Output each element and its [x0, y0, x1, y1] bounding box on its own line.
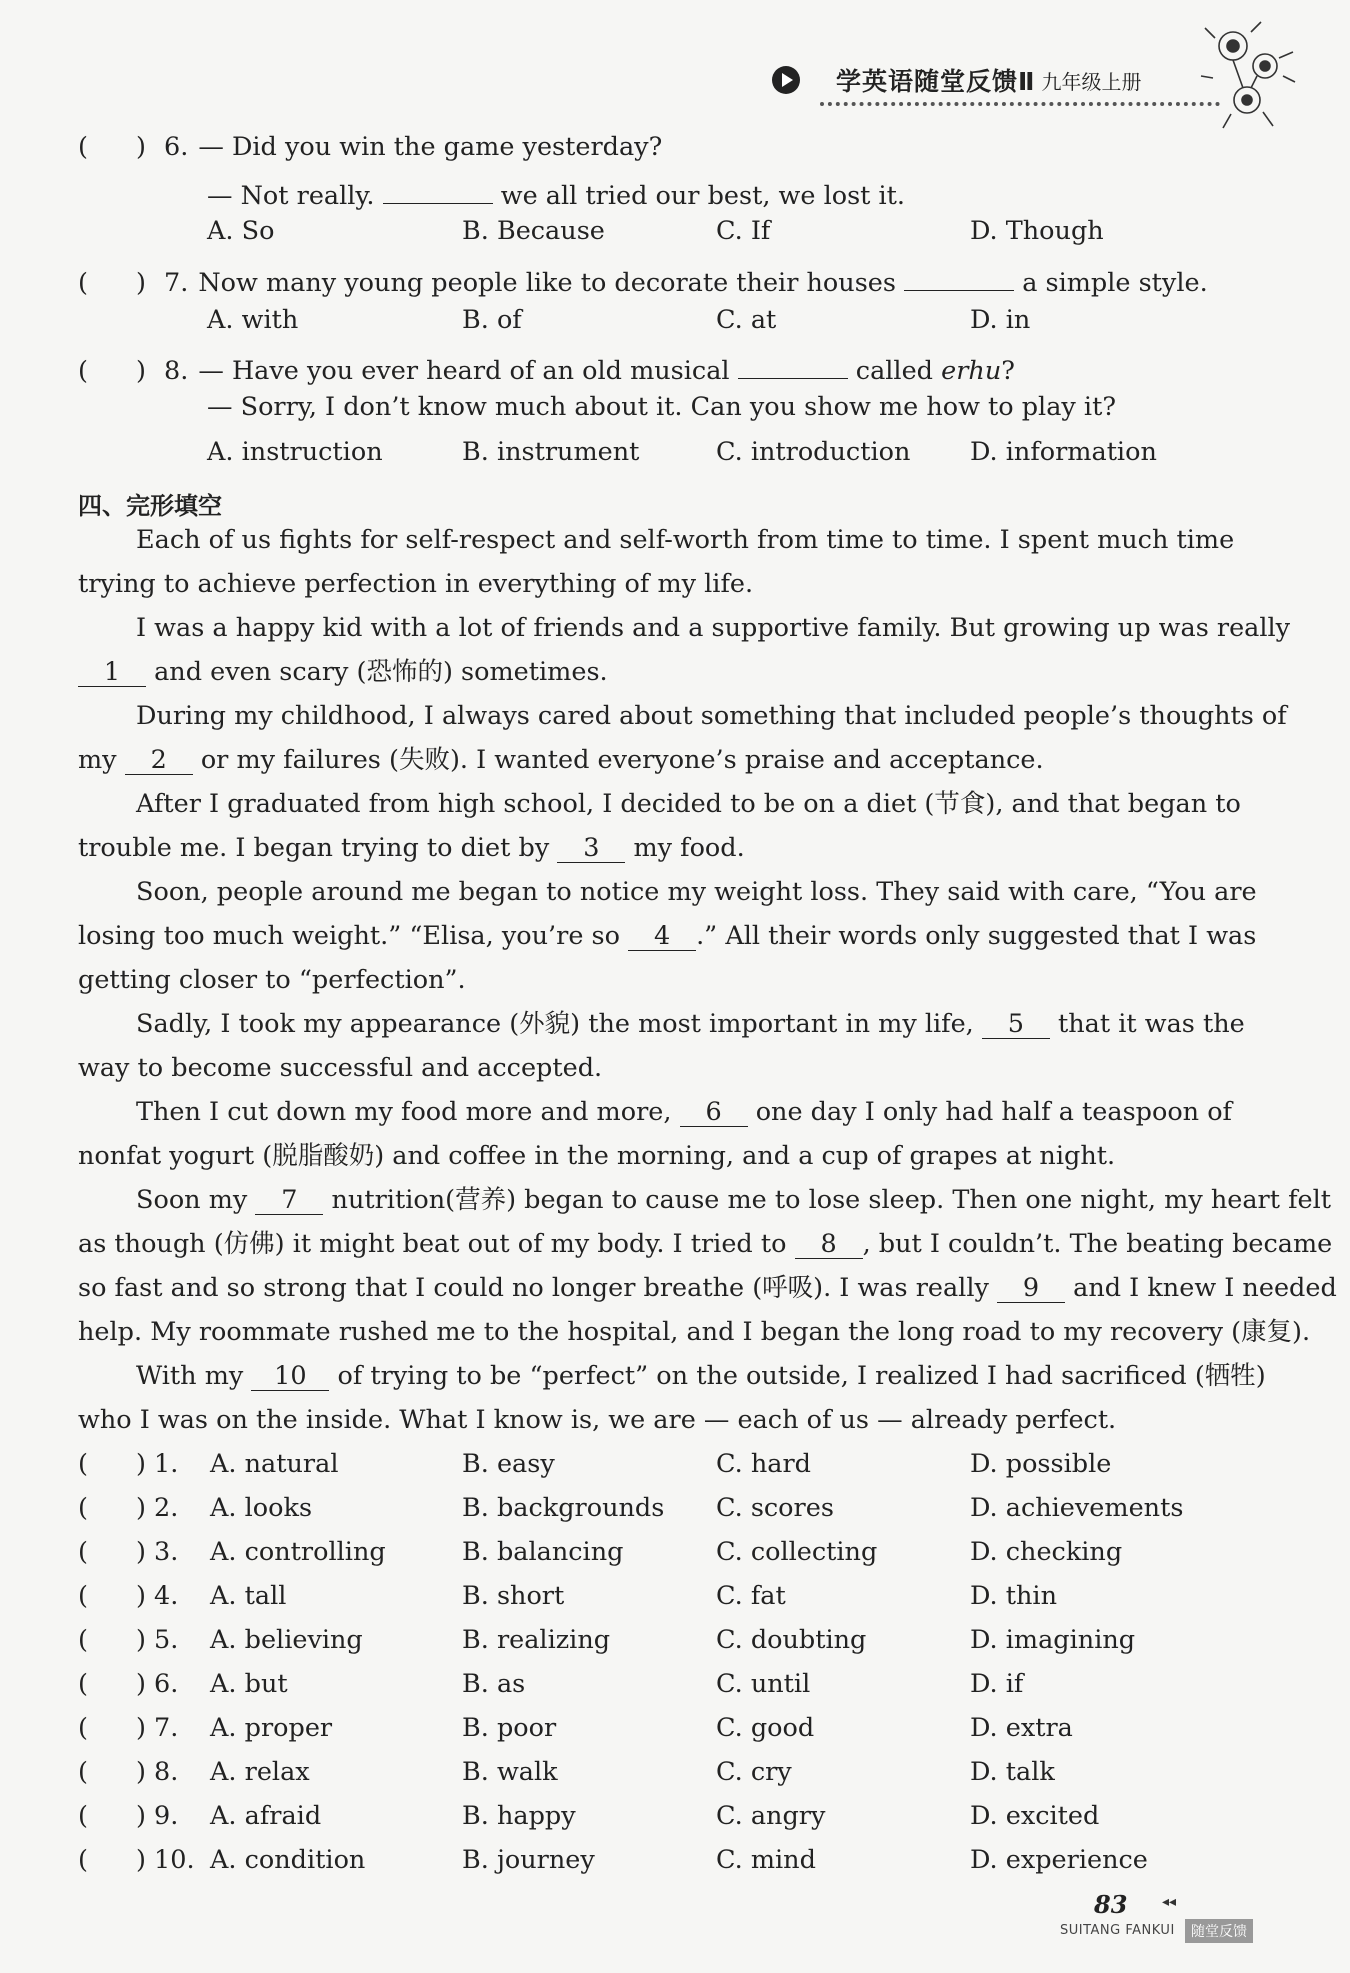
option-d[interactable]: D. in — [970, 305, 1031, 335]
cloze-question-5 — [78, 1625, 179, 1655]
option-b[interactable]: B. Because — [462, 216, 605, 246]
option-d[interactable]: D. possible — [970, 1449, 1112, 1479]
option-a[interactable]: A. afraid — [210, 1801, 322, 1831]
option-d[interactable]: D. achievements — [970, 1493, 1184, 1523]
answer-paren[interactable]: ( ) — [78, 268, 146, 298]
question-number: 8. — [154, 1757, 179, 1787]
option-d[interactable]: D. checking — [970, 1537, 1123, 1567]
cloze-question-2 — [78, 1493, 179, 1523]
answer-paren[interactable]: ( ) — [78, 1449, 146, 1479]
question-6: ( ) 6. — Did you win the game yesterday? — [78, 132, 663, 162]
passage-line: 1 and even scary (恐怖的) sometimes. — [78, 660, 1238, 687]
option-b[interactable]: B. realizing — [462, 1625, 611, 1655]
cloze-blank-10[interactable]: 10 — [251, 1364, 329, 1391]
answer-blank[interactable] — [904, 264, 1014, 291]
passage-line: During my childhood, I always cared about something that included people’s thoughts of — [136, 701, 1287, 731]
option-c[interactable]: C. angry — [716, 1801, 826, 1831]
passage-line: After I graduated from high school, I decided to be on a diet (节食), and that began to — [136, 789, 1241, 819]
passage-line: With my 10 of trying to be “perfect” on the outside, I realized I had sacrificed (牺牲) — [136, 1361, 1266, 1391]
question-number: 9. — [154, 1801, 179, 1831]
question-number: 10. — [154, 1845, 195, 1875]
cloze-blank-5[interactable]: 5 — [982, 1012, 1050, 1039]
play-icon — [772, 66, 800, 94]
cloze-question-1 — [78, 1449, 179, 1479]
answer-paren[interactable]: ( ) — [78, 1625, 146, 1655]
question-6-line2: — Not really. we all tried our best, we lost it. — [207, 177, 905, 210]
cloze-blank-6[interactable]: 6 — [680, 1100, 748, 1127]
question-number: 6. — [154, 1669, 179, 1699]
option-b[interactable]: B. instrument — [462, 437, 640, 467]
question-8: ( ) 8. — Have you ever heard of an old musical called erhu? — [78, 352, 1015, 385]
option-a[interactable]: A. So — [207, 216, 275, 246]
answer-paren[interactable]: ( ) — [78, 1581, 146, 1611]
option-d[interactable]: D. imagining — [970, 1625, 1136, 1655]
option-a[interactable]: A. believing — [210, 1625, 363, 1655]
footer-tag: 随堂反馈 — [1185, 1919, 1253, 1943]
option-a[interactable]: A. with — [207, 305, 299, 335]
answer-paren[interactable]: ( ) — [78, 1757, 146, 1787]
option-b[interactable]: B. short — [462, 1581, 565, 1611]
option-a[interactable]: A. looks — [210, 1493, 313, 1523]
option-a[interactable]: A. natural — [210, 1449, 339, 1479]
footer-brand: SUITANG FANKUI — [1060, 1923, 1175, 1938]
question-number: 2. — [154, 1493, 179, 1523]
passage-line: losing too much weight.” “Elisa, you’re so 4 .” All their words only suggested that I was — [78, 921, 1257, 951]
passage-line: who I was on the inside. What I know is, we are — each of us — already perfect. — [78, 1405, 1117, 1435]
option-a[interactable]: A. proper — [210, 1713, 333, 1743]
option-b[interactable]: B. backgrounds — [462, 1493, 665, 1523]
cloze-blank-3[interactable]: 3 — [557, 836, 625, 863]
option-d[interactable]: D. thin — [970, 1581, 1057, 1611]
passage-line: my 2 or my failures (失败). I wanted everyone’s praise and acceptance. — [78, 745, 1044, 775]
option-a[interactable]: A. tall — [210, 1581, 287, 1611]
option-c[interactable]: C. cry — [716, 1757, 792, 1787]
cloze-blank-9[interactable]: 9 — [997, 1276, 1065, 1303]
cloze-question-8 — [78, 1757, 179, 1787]
option-c[interactable]: C. mind — [716, 1845, 816, 1875]
option-c[interactable]: C. good — [716, 1713, 815, 1743]
answer-paren[interactable]: ( ) — [78, 1713, 146, 1743]
option-d[interactable]: D. experience — [970, 1845, 1148, 1875]
option-b[interactable]: B. easy — [462, 1449, 555, 1479]
cloze-question-9 — [78, 1801, 179, 1831]
option-b[interactable]: B. walk — [462, 1757, 558, 1787]
option-d[interactable]: D. excited — [970, 1801, 1100, 1831]
question-number: 5. — [154, 1625, 179, 1655]
grade-label: 九年级上册 — [1041, 69, 1142, 94]
cloze-question-4 — [78, 1581, 179, 1611]
answer-blank[interactable] — [738, 352, 848, 379]
cloze-blank-4[interactable]: 4 — [628, 924, 696, 951]
cloze-question-6 — [78, 1669, 179, 1699]
option-c[interactable]: C. scores — [716, 1493, 834, 1523]
passage-line: help. My roommate rushed me to the hospital, and I began the long road to my recovery (康复). — [78, 1317, 1311, 1347]
option-d[interactable]: D. information — [970, 437, 1157, 467]
passage-line: Soon, people around me began to notice my weight loss. They said with care, “You are — [136, 877, 1257, 907]
option-c[interactable]: C. fat — [716, 1581, 786, 1611]
option-d[interactable]: D. Though — [970, 216, 1104, 246]
header-dotted-rule — [820, 102, 1220, 106]
option-b[interactable]: B. as — [462, 1669, 526, 1699]
question-number: 7. — [154, 1713, 179, 1743]
question-number: 3. — [154, 1537, 179, 1567]
option-a[interactable]: A. relax — [210, 1757, 310, 1787]
passage-line: Each of us fights for self-respect and self-worth from time to time. I spent much time — [136, 525, 1235, 555]
passage-line: Soon my 7 nutrition(营养) began to cause me to lose sleep. Then one night, my heart felt — [136, 1185, 1332, 1215]
option-b[interactable]: B. happy — [462, 1801, 576, 1831]
cloze-question-10 — [78, 1845, 195, 1875]
answer-paren[interactable]: ( ) — [78, 1493, 146, 1523]
book-title: 学英语随堂反馈Ⅱ — [836, 67, 1036, 96]
option-c[interactable]: C. hard — [716, 1449, 811, 1479]
question-number: 1. — [154, 1449, 179, 1479]
question-7: ( ) 7. Now many young people like to decorate their houses a simple style. — [78, 264, 1208, 297]
option-a[interactable]: A. controlling — [210, 1537, 386, 1567]
answer-paren[interactable]: ( ) — [78, 1845, 146, 1875]
cloze-blank-2[interactable]: 2 — [125, 748, 193, 775]
back-arrows-icon: ◂◂ — [1162, 1894, 1177, 1910]
flower-decoration-icon — [1195, 18, 1305, 138]
answer-paren[interactable]: ( ) — [78, 1669, 146, 1699]
cloze-blank-7[interactable]: 7 — [255, 1188, 323, 1215]
passage-line: trying to achieve perfection in everything of my life. — [78, 569, 754, 599]
passage-line: I was a happy kid with a lot of friends and a supportive family. But growing up was really — [136, 613, 1291, 643]
option-b[interactable]: B. of — [462, 305, 522, 335]
passage-line: as though (仿佛) it might beat out of my body. I tried to 8 , but I couldn’t. The beating became — [78, 1229, 1333, 1259]
option-a[interactable]: A. but — [210, 1669, 288, 1699]
option-c[interactable]: C. at — [716, 305, 777, 335]
passage-line: trouble me. I began trying to diet by 3 my food. — [78, 833, 745, 863]
option-c[interactable]: C. collecting — [716, 1537, 878, 1567]
answer-paren[interactable]: ( ) — [78, 132, 146, 162]
option-a[interactable]: A. condition — [210, 1845, 366, 1875]
option-a[interactable]: A. instruction — [207, 437, 383, 467]
passage-line: Sadly, I took my appearance (外貌) the most important in my life, 5 that it was the — [136, 1009, 1245, 1039]
answer-paren[interactable]: ( ) — [78, 1537, 146, 1567]
answer-paren[interactable]: ( ) — [78, 356, 146, 386]
option-c[interactable]: C. until — [716, 1669, 811, 1699]
passage-line: Then I cut down my food more and more, 6 one day I only had half a teaspoon of — [136, 1097, 1232, 1127]
answer-paren[interactable]: ( ) — [78, 1801, 146, 1831]
cloze-blank-8[interactable]: 8 — [795, 1232, 863, 1259]
question-number: 4. — [154, 1581, 179, 1611]
page-header — [772, 58, 1141, 102]
section-title: 四、完形填空 — [78, 492, 222, 520]
option-c[interactable]: C. introduction — [716, 437, 911, 467]
option-d[interactable]: D. talk — [970, 1757, 1055, 1787]
option-d[interactable]: D. extra — [970, 1713, 1073, 1743]
cloze-question-7 — [78, 1713, 179, 1743]
cloze-blank-1[interactable]: 1 — [78, 660, 146, 687]
answer-blank[interactable] — [383, 177, 493, 204]
passage-line: so fast and so strong that I could no longer breathe (呼吸). I was really 9 and I knew I needed — [78, 1273, 1337, 1303]
option-b[interactable]: B. poor — [462, 1713, 557, 1743]
passage-line: getting closer to “perfection”. — [78, 965, 466, 995]
passage-line: nonfat yogurt (脱脂酸奶) and coffee in the morning, and a cup of grapes at night. — [78, 1141, 1116, 1171]
question-8-line2: — Sorry, I don’t know much about it. Can you show me how to play it? — [207, 392, 1116, 422]
passage-line: way to become successful and accepted. — [78, 1053, 603, 1083]
option-b[interactable]: B. journey — [462, 1845, 595, 1875]
option-c[interactable]: C. doubting — [716, 1625, 867, 1655]
option-b[interactable]: B. balancing — [462, 1537, 624, 1567]
option-d[interactable]: D. if — [970, 1669, 1024, 1699]
page-number: 83 — [1094, 1890, 1128, 1919]
option-c[interactable]: C. If — [716, 216, 771, 246]
cloze-question-3 — [78, 1537, 179, 1567]
